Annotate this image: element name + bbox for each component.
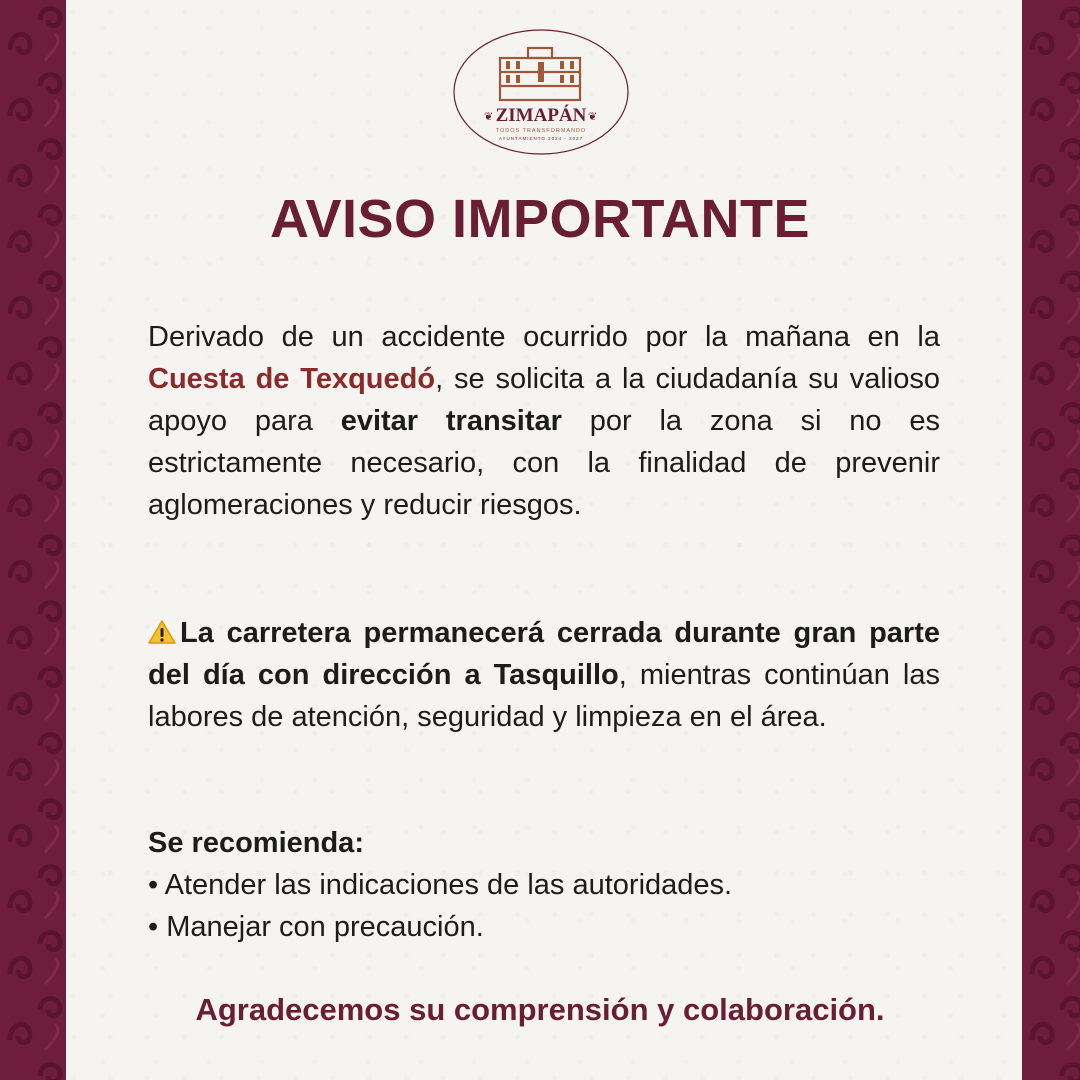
- recommendation-item: • Manejar con precaución.: [148, 911, 484, 943]
- recommendations: [148, 822, 940, 948]
- logo-tagline: TODOS TRANSFORMANDO: [495, 128, 587, 134]
- p1-part1: Derivado de un accidente ocurrido por la mañana en la: [148, 321, 940, 353]
- logo-ornament-left-icon: ❦: [484, 111, 494, 123]
- warning-icon: [148, 619, 176, 645]
- logo-ornament-right-icon: ❦: [588, 111, 598, 123]
- place-highlight: Cuesta de Texquedó: [148, 363, 436, 395]
- logo-name: ZIMAPÁN: [495, 105, 587, 126]
- logo-term: AYUNTAMIENTO 2024 - 2027: [498, 136, 584, 141]
- closure-rest: , mientras continúan las labores de atención, seguridad y limpieza en el área.: [148, 659, 940, 733]
- notice-title: AVISO IMPORTANTE: [269, 189, 810, 249]
- p1-part3: por la zona si no es estrictamente necesario, con la finalidad de prevenir aglomeraciones y reducir riesgos.: [148, 405, 940, 521]
- zimapan-logo: [452, 28, 630, 156]
- recommendations-heading: Se recomienda:: [148, 827, 364, 859]
- left-border-pattern: [0, 0, 66, 1080]
- p1-part2: , se solicita a la ciudadanía su valioso apoyo para: [148, 363, 940, 437]
- right-border-pattern: [1022, 0, 1080, 1080]
- closure-bold: La carretera permanecerá cerrada durante gran parte del día con dirección a Tasquillo: [148, 617, 940, 691]
- recommendation-item: • Atender las indicaciones de las autoridades.: [148, 869, 733, 901]
- paragraph-closure: [148, 612, 940, 738]
- closing-message: Agradecemos su comprensión y colaboración.: [195, 992, 885, 1027]
- paragraph-accident: [148, 316, 940, 526]
- emphasis-avoid-transit: evitar transitar: [340, 405, 562, 437]
